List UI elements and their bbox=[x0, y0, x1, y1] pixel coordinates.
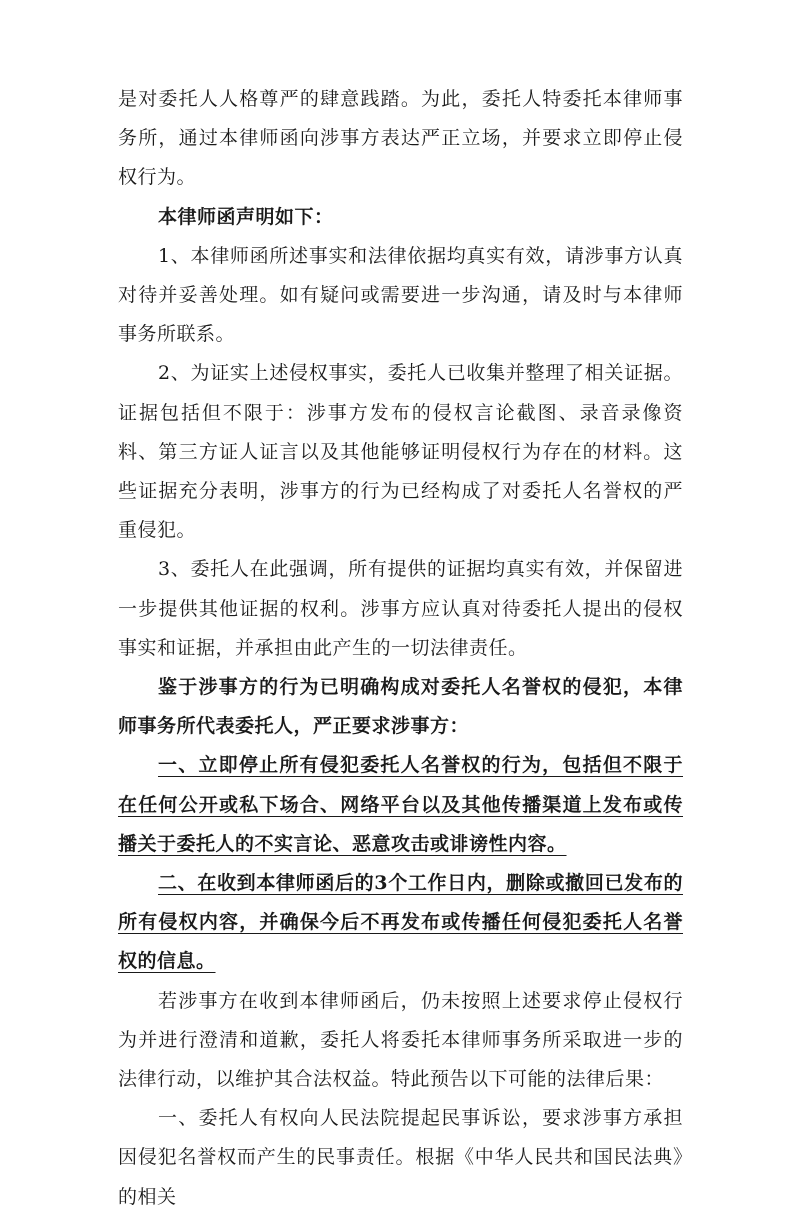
demand-item-1: 一、立即停止所有侵犯委托人名誉权的行为，包括但不限于在任何公开或私下场合、网络平台以及其他传播渠道上发布或传播关于委托人的不实言论、恶意攻击或诽谤性内容。 bbox=[118, 754, 683, 855]
statement-item-1: 1、本律师函所述事实和法律依据均真实有效，请涉事方认真对待并妥善处理。如有疑问或需要进一步沟通，请及时与本律师事务所联系。 bbox=[118, 244, 683, 346]
consequence-item-1: 一、委托人有权向人民法院提起民事诉讼，要求涉事方承担因侵犯名誉权而产生的民事责任。根据《中华人民共和国民法典》的相关 bbox=[118, 1107, 683, 1208]
statement-item-2: 2、为证实上述侵权事实，委托人已收集并整理了相关证据。证据包括但不限于：涉事方发布的侵权言论截图、录音录像资料、第三方证人证言以及其他能够证明侵权行为存在的材料。这些证据充分表明，涉事方的行为已经构成了对委托人名誉权的严重侵犯。 bbox=[118, 362, 683, 542]
letter-page bbox=[118, 80, 683, 1208]
paragraph-intro-continuation: 是对委托人人格尊严的肆意践踏。为此，委托人特委托本律师事务所，通过本律师函向涉事方表达严正立场，并要求立即停止侵权行为。 bbox=[118, 88, 683, 189]
demand-item-2: 二、在收到本律师函后的3个工作日内，删除或撤回已发布的所有侵权内容，并确保今后不再发布或传播任何侵犯委托人名誉权的信息。 bbox=[118, 872, 683, 973]
statement-heading: 本律师函声明如下： bbox=[158, 205, 334, 228]
statement-item-3: 3、委托人在此强调，所有提供的证据均真实有效，并保留进一步提供其他证据的权利。涉事方应认真对待委托人提出的侵权事实和证据，并承担由此产生的一切法律责任。 bbox=[118, 558, 683, 659]
consequence-intro: 若涉事方在收到本律师函后，仍未按照上述要求停止侵权行为并进行澄清和道歉，委托人将委托本律师事务所采取进一步的法律行动，以维护其合法权益。特此预告以下可能的法律后果： bbox=[118, 989, 683, 1091]
demand-intro: 鉴于涉事方的行为已明确构成对委托人名誉权的侵犯，本律师事务所代表委托人，严正要求涉事方： bbox=[118, 676, 683, 738]
